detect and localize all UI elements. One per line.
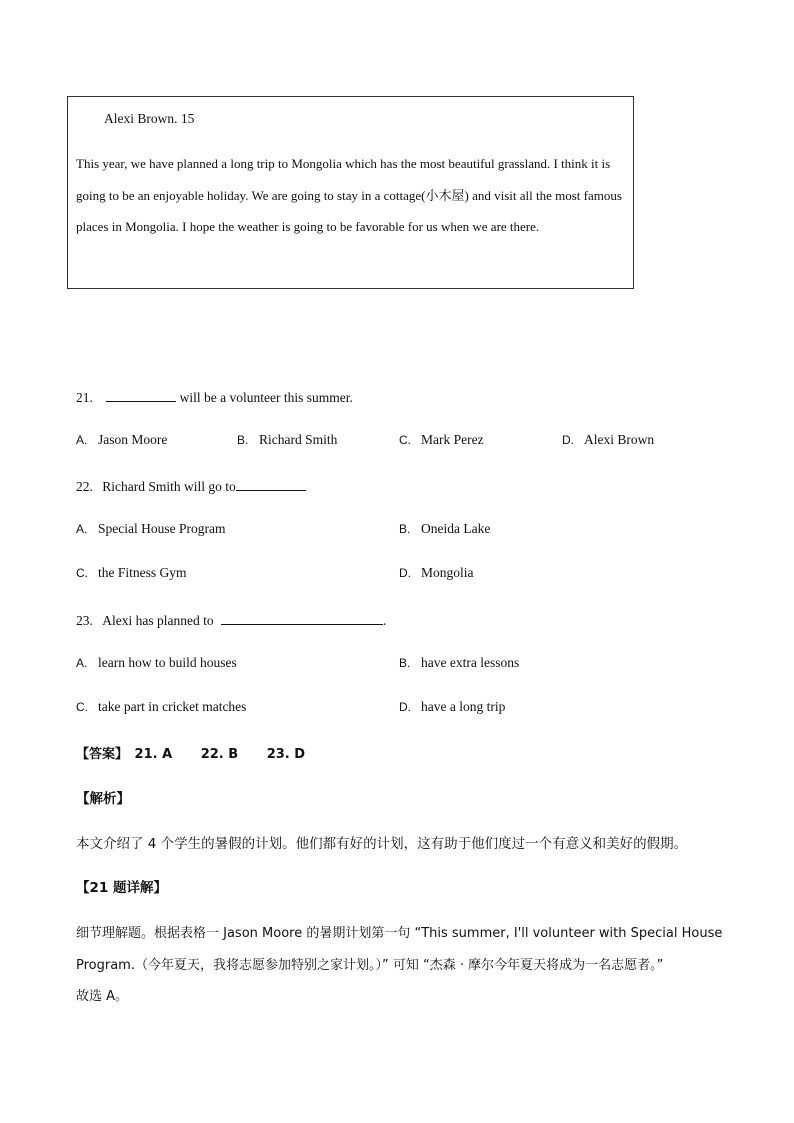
option-21-b: B. Richard Smith <box>237 432 338 447</box>
question-end: . <box>382 613 387 628</box>
answer-23: 23. D <box>266 747 306 762</box>
detail-line-1: 细节理解题。根据表格一 Jason Moore 的暑期计划第一句 “This summer, I'll volunteer with Special House <box>76 926 723 941</box>
question-number: 23. <box>76 613 93 628</box>
option-23-c: C. take part in cricket matches <box>76 699 247 714</box>
option-22-b: B. Oneida Lake <box>399 521 491 536</box>
question-text: will be a volunteer this summer. <box>176 390 353 405</box>
option-23-d: D. have a long trip <box>399 699 506 714</box>
option-23-a: A. learn how to build houses <box>76 655 237 670</box>
answer-blank <box>106 387 176 402</box>
option-21-c: C. Mark Perez <box>399 432 484 447</box>
analysis-label: 【解析】 <box>76 791 130 807</box>
answer-label: 【答案】 <box>76 747 129 762</box>
option-23-b: B. have extra lessons <box>399 655 520 670</box>
option-22-a: A. Special House Program <box>76 521 226 536</box>
answer-line <box>76 743 305 762</box>
question-number: 21. <box>76 390 93 405</box>
option-21-a: A. Jason Moore <box>76 432 168 447</box>
option-21-d: D. Alexi Brown <box>562 432 655 447</box>
option-22-c: C. the Fitness Gym <box>76 565 187 580</box>
detail-line-2: Program.（今年夏天，我将志愿参加特别之家计划。）” 可知 “杰森 · 摩尔今年夏天将成为一名志愿者。” <box>76 958 664 973</box>
answer-21: 21. A <box>134 747 173 762</box>
passage-text: This year, we have planned a long trip to Mongolia which has the most beautiful grassland. I think it is going to be an enjoyable holiday. We are going to stay in a cottage(小木屋) and visit all the most famous places in Mongolia. I hope the weather is going to be favorable for us when we are there. <box>76 156 622 234</box>
question-text: Richard Smith will go to <box>102 479 236 494</box>
passage-author: Alexi Brown. 15 <box>104 111 195 126</box>
question-number: 22. <box>76 479 93 494</box>
question-text: Alexi has planned to <box>102 613 214 628</box>
detail-label: 【21 题详解】 <box>76 880 167 896</box>
question-23 <box>76 610 386 629</box>
passage-box <box>67 96 634 289</box>
answer-22: 22. B <box>200 747 239 762</box>
question-21 <box>76 387 353 406</box>
answer-blank <box>221 610 383 625</box>
answer-blank <box>236 476 306 491</box>
analysis-summary: 本文介绍了 4 个学生的暑假的计划。他们都有好的计划，这有助于他们度过一个有意义和美好的假期。 <box>76 836 688 852</box>
option-22-d: D. Mongolia <box>399 565 474 580</box>
detail-line-3: 故选 A。 <box>76 989 129 1004</box>
question-22 <box>76 476 306 495</box>
